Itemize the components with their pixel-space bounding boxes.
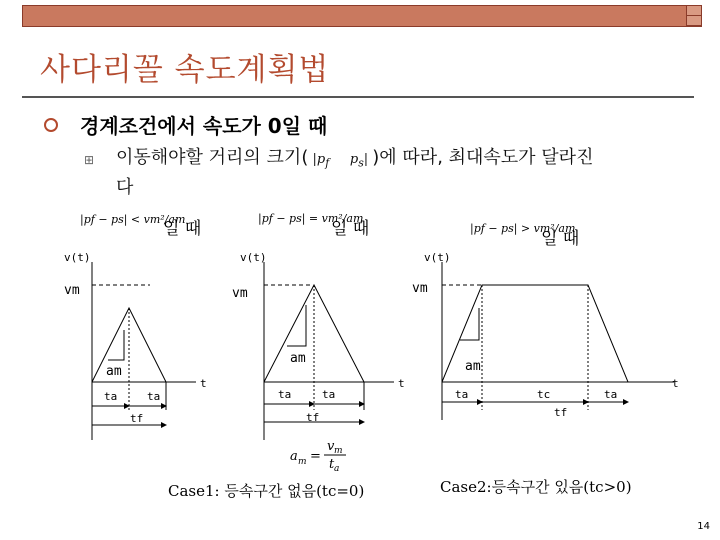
- graph-case2-trapezoid: [442, 262, 674, 420]
- sub-bullet-icon: ⊞: [84, 153, 95, 167]
- graph-case1-triangle: [92, 262, 196, 440]
- svg-text:t: t: [329, 457, 335, 472]
- condition-formula-1: |pf − ps| < vm²/am: [80, 213, 186, 226]
- g2-ta-label-1: ta: [278, 388, 292, 401]
- graph-case1-boundary: [264, 262, 394, 440]
- svg-text:a: a: [334, 464, 340, 474]
- g3-tf-label: tf: [554, 406, 568, 419]
- case1-caption: Case1: 등속구간 없음(tc=0): [168, 482, 365, 500]
- svg-text:=: =: [310, 449, 321, 464]
- g1-v-axis-label: v(t): [64, 251, 91, 264]
- g3-ta-label-1: ta: [455, 388, 469, 401]
- condition-formula-3: |pf − ps| > vm²/am: [470, 222, 576, 235]
- g1-tf-label: tf: [130, 412, 144, 425]
- g2-ta-label-2: ta: [322, 388, 336, 401]
- g2-am-label: am: [290, 351, 306, 366]
- condition-label-3: 일 때: [541, 229, 580, 249]
- condition-label-2: 일 때: [331, 219, 370, 239]
- svg-text:a: a: [290, 449, 298, 464]
- g1-ta-label-1: ta: [104, 390, 118, 403]
- g3-t-label: t: [672, 377, 679, 390]
- g2-t-label: t: [398, 377, 405, 390]
- g3-vm-label: vm: [412, 281, 428, 296]
- g2-v-axis-label: v(t): [240, 251, 267, 264]
- svg-text:m: m: [298, 457, 307, 467]
- g3-am-label: am: [465, 359, 481, 374]
- g3-tc-label: tc: [537, 388, 551, 401]
- g1-am-label: am: [106, 364, 122, 379]
- slide-title: 사다리꼴 속도계획법: [40, 52, 330, 88]
- g1-t-label: t: [200, 377, 207, 390]
- g3-v-axis-label: v(t): [424, 251, 451, 264]
- sub-text-line2: 다: [116, 176, 134, 198]
- distance-formula: $|p_f$ $p_s|$: [308, 152, 373, 170]
- am-formula: [290, 439, 346, 474]
- condition-label-1: 일 때: [163, 219, 202, 239]
- g2-tf-label: tf: [306, 411, 320, 424]
- g1-ta-label-2: ta: [147, 390, 161, 403]
- condition-formula-2: |pf − ps| = vm²/am: [258, 212, 364, 225]
- main-heading: 경계조건에서 속도가 0일 때: [80, 114, 328, 138]
- sub-text-prefix: 이동해야할 거리의 크기(: [116, 147, 309, 168]
- svg-text:m: m: [334, 446, 343, 456]
- g3-ta-label-2: ta: [604, 388, 618, 401]
- svg-text:v: v: [327, 439, 335, 454]
- page-number: 14: [697, 521, 710, 532]
- case2-caption: Case2:등속구간 있음(tc>0): [440, 478, 632, 496]
- g2-vm-label: vm: [232, 286, 248, 301]
- g1-vm-label: vm: [64, 283, 80, 298]
- sub-text-suffix: )에 따라, 최대속도가 달라진: [372, 147, 594, 168]
